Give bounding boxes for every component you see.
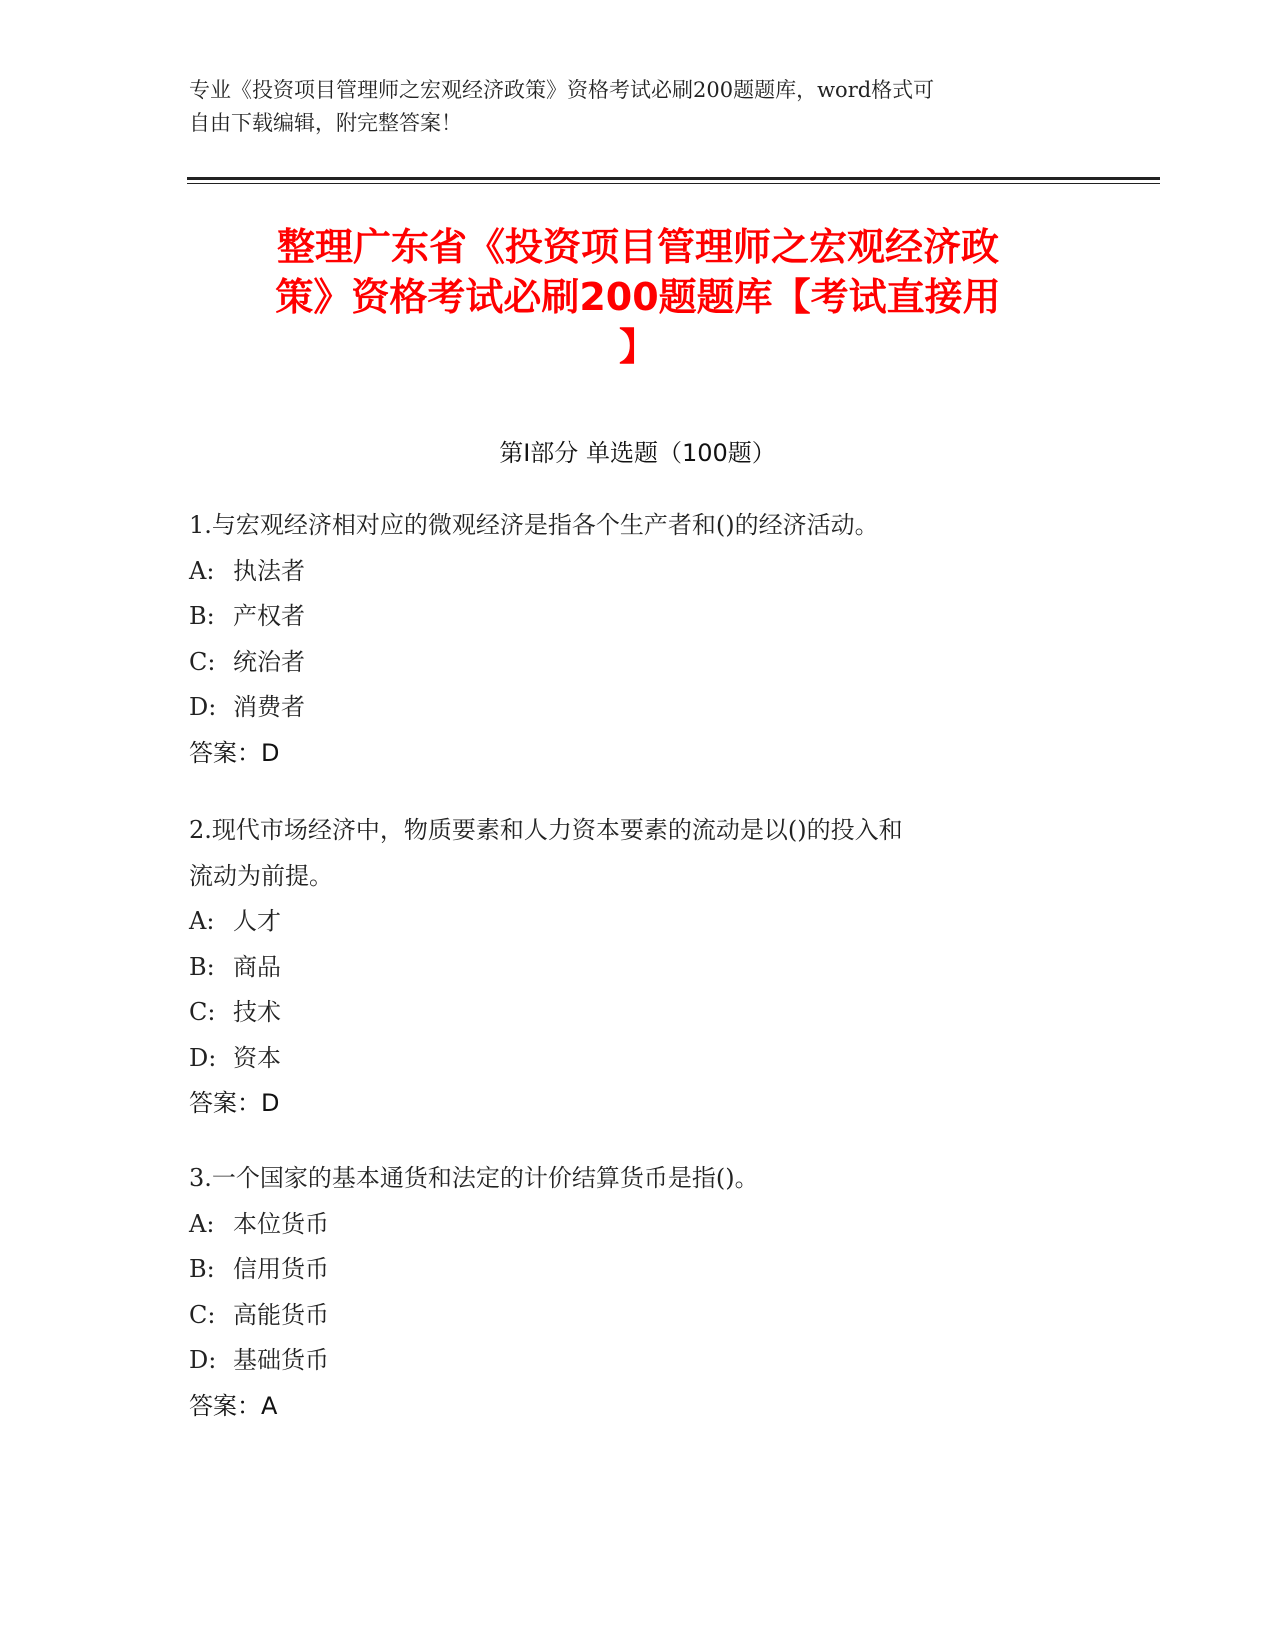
question-stem: 1.与宏观经济相对应的微观经济是指各个生产者和()的经济活动。 xyxy=(189,511,879,539)
section-heading: 第Ⅰ部分 单选题（100题） xyxy=(499,439,776,467)
option-text: 人才 xyxy=(233,907,281,935)
option-label: B: xyxy=(189,952,215,981)
option-label: A: xyxy=(189,907,215,935)
question-1 xyxy=(189,503,1089,776)
option-text: 信用货币 xyxy=(233,1255,329,1283)
option-text: 消费者 xyxy=(233,693,305,721)
option-label: A: xyxy=(189,1209,215,1238)
option-text: 资本 xyxy=(233,1043,281,1072)
option-d xyxy=(189,1036,1089,1082)
title-line: 】 xyxy=(618,325,657,369)
question-2 xyxy=(189,808,1089,1127)
option-label: A: xyxy=(189,556,215,585)
option-b xyxy=(189,1247,1089,1293)
option-a xyxy=(189,549,1089,595)
option-text: 执法者 xyxy=(233,556,305,585)
option-text: 本位货币 xyxy=(233,1209,329,1238)
option-label: C: xyxy=(189,647,216,676)
option-d xyxy=(189,1338,1089,1384)
option-c xyxy=(189,640,1089,686)
answer: 答案：A xyxy=(189,1391,278,1420)
option-c xyxy=(189,990,1089,1036)
intro-paragraph xyxy=(189,74,1069,140)
question-stem: 3.一个国家的基本通货和法定的计价结算货币是指()。 xyxy=(189,1164,759,1192)
title-line: 整理广东省《投资项目管理师之宏观经济政 xyxy=(276,225,999,269)
option-text: 高能货币 xyxy=(233,1300,329,1329)
option-label: C: xyxy=(189,998,216,1026)
question-3 xyxy=(189,1156,1089,1429)
option-b xyxy=(189,945,1089,991)
option-label: B: xyxy=(189,1255,215,1283)
intro-line: 自由下载编辑，附完整答案！ xyxy=(189,111,462,135)
option-label: D: xyxy=(189,693,217,721)
option-label: D: xyxy=(189,1043,217,1072)
option-text: 商品 xyxy=(233,952,281,981)
option-text: 产权者 xyxy=(233,602,305,630)
header-rule-thin xyxy=(187,183,1160,184)
option-label: C: xyxy=(189,1300,216,1329)
option-label: D: xyxy=(189,1346,217,1374)
option-text: 统治者 xyxy=(233,647,305,676)
option-text: 基础货币 xyxy=(233,1346,329,1374)
intro-line: 专业《投资项目管理师之宏观经济政策》资格考试必刷200题题库，word格式可 xyxy=(189,78,935,102)
title-line: 策》资格考试必刷200题题库【考试直接用 xyxy=(275,275,1001,319)
option-d xyxy=(189,685,1089,731)
option-label: B: xyxy=(189,602,215,630)
question-stem-continued: 流动为前提。 xyxy=(189,861,333,890)
option-b xyxy=(189,594,1089,640)
option-a xyxy=(189,899,1089,945)
answer: 答案：D xyxy=(189,1089,280,1117)
header-rule xyxy=(187,177,1160,180)
answer: 答案：D xyxy=(189,738,280,767)
option-a xyxy=(189,1202,1089,1248)
option-text: 技术 xyxy=(233,998,281,1026)
document-title xyxy=(180,222,1096,372)
option-c xyxy=(189,1293,1089,1339)
question-stem: 2.现代市场经济中，物质要素和人力资本要素的流动是以()的投入和 xyxy=(189,816,903,844)
